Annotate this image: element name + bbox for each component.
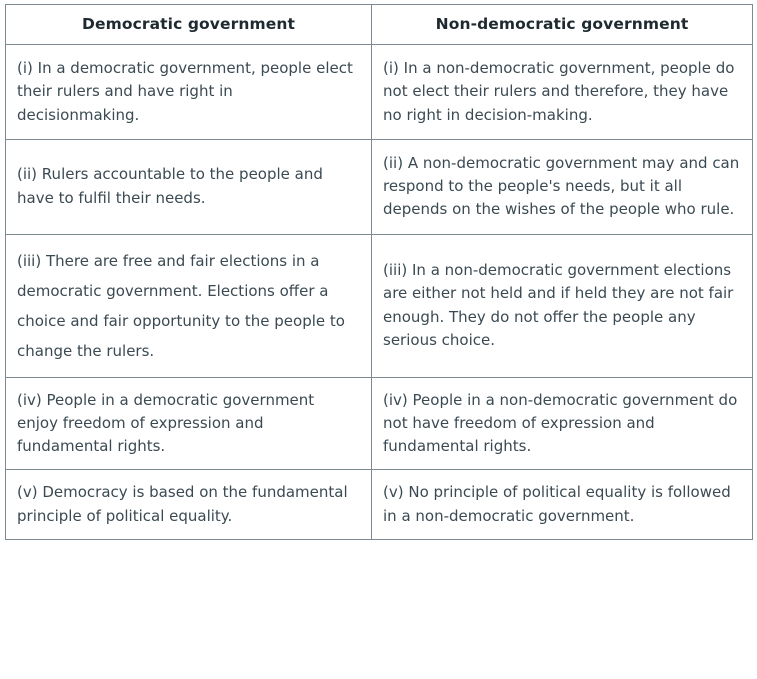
table-row xyxy=(6,45,753,140)
cell-non-democratic-5: (v) No principle of political equality is followed in a non-democratic government. xyxy=(372,470,753,540)
cell-non-democratic-2: (ii) A non-democratic government may and can respond to the people's needs, but it all depends on the wishes of the people who rule. xyxy=(372,139,753,234)
table-row xyxy=(6,470,753,540)
cell-democratic-5: (v) Democracy is based on the fundamental principle of political equality. xyxy=(6,470,372,540)
cell-democratic-1: (i) In a democratic government, people elect their rulers and have right in decisionmaking. xyxy=(6,45,372,140)
cell-democratic-4: (iv) People in a democratic government enjoy freedom of expression and fundamental rights. xyxy=(6,377,372,470)
column-header-non-democratic: Non-democratic government xyxy=(372,5,753,45)
cell-democratic-3: (iii) There are free and fair elections in a democratic government. Elections offer a choice and fair opportunity to the people to change the rulers. xyxy=(6,234,372,377)
comparison-table xyxy=(5,4,753,540)
table-row xyxy=(6,234,753,377)
table-body xyxy=(6,45,753,540)
table-row xyxy=(6,377,753,470)
table-header xyxy=(6,5,753,45)
cell-non-democratic-3: (iii) In a non-democratic government elections are either not held and if held they are not fair enough. They do not offer the people any serious choice. xyxy=(372,234,753,377)
cell-non-democratic-4: (iv) People in a non-democratic government do not have freedom of expression and fundamental rights. xyxy=(372,377,753,470)
cell-non-democratic-1: (i) In a non-democratic government, people do not elect their rulers and therefore, they have no right in decision-making. xyxy=(372,45,753,140)
cell-democratic-2: (ii) Rulers accountable to the people and have to fulfil their needs. xyxy=(6,139,372,234)
table-header-row xyxy=(6,5,753,45)
column-header-democratic: Democratic government xyxy=(6,5,372,45)
table-row xyxy=(6,139,753,234)
